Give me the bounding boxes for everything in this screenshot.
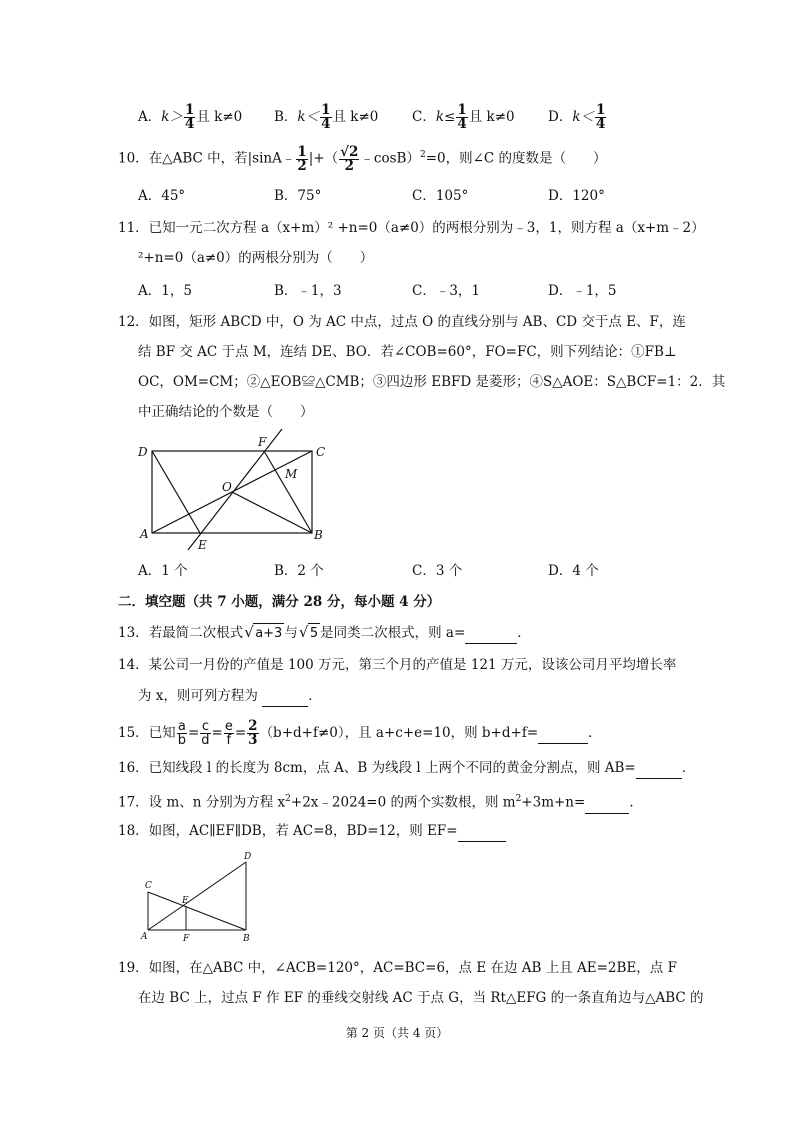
q10-option-d: D．120° bbox=[548, 188, 605, 204]
q12-option-c: C．3 个 bbox=[412, 563, 463, 579]
q14-line-1: 14．某公司一月份的产值是 100 万元，第三个月的产值是 121 万元，设该公司月平均增长率 bbox=[118, 657, 677, 673]
label-a: A bbox=[140, 527, 149, 541]
q19-line-2: 在边 BC 上，过点 F 作 EF 的垂线交射线 AC 于点 G，当 Rt△EFG 的一条直角边与△ABC 的 bbox=[138, 990, 704, 1006]
q11-line-1: 11．已知一元二次方程 a（x+m）² +n=0（a≠0）的两根分别为﹣3，1，则方程 a（x+m﹣2） bbox=[118, 220, 705, 236]
q16-answer-blank[interactable] bbox=[636, 758, 682, 779]
label-d: D bbox=[244, 852, 252, 862]
label-f: F bbox=[258, 435, 267, 449]
q12-figure bbox=[130, 425, 350, 555]
section-heading: 二．填空题（共 7 小题，满分 28 分，每小题 4 分） bbox=[118, 594, 441, 610]
q11-option-b: B．﹣1，3 bbox=[274, 283, 342, 299]
q12-line-2: 结 BF 交 AC 于点 M，连结 DE、BO．若∠COB=60°，FO=FC，则下列结论：①FB⊥ bbox=[138, 344, 677, 360]
q12-line-1: 12．如图，矩形 ABCD 中，O 为 AC 中点，过点 O 的直线分别与 AB、CD 交于点 E、F，连 bbox=[118, 314, 686, 330]
segment-ad bbox=[148, 862, 246, 930]
q9-option-c: C．k≤ $\frac{1}{4}$ 且 k≠0 bbox=[412, 102, 515, 132]
label-c: C bbox=[145, 881, 152, 891]
q14-answer-blank[interactable] bbox=[262, 686, 308, 707]
label-d: D bbox=[138, 445, 148, 459]
label-e: E bbox=[182, 896, 189, 906]
q11-option-c: C．﹣3，1 bbox=[412, 283, 481, 299]
page-footer: 第 2 页（共 4 页） bbox=[345, 1026, 449, 1040]
q12-option-a: A．1 个 bbox=[138, 563, 188, 579]
q19-line-1: 19．如图，在△ABC 中，∠ACB=120°，AC=BC=6，点 E 在边 AB 上且 AE=2BE，点 F bbox=[118, 960, 677, 976]
q12-line-3: OC，OM=CM；②△EOB≌△CMB；③四边形 EBFD 是菱形；④S△AOE：S△BCF=1：2．其 bbox=[138, 374, 726, 390]
q16-stem: 16．已知线段 l 的长度为 8cm，点 A、B 为线段 l 上两个不同的黄金分割点，则 AB= ． bbox=[118, 758, 695, 779]
q10-option-a: A．45° bbox=[138, 188, 186, 204]
label-a: A bbox=[141, 932, 148, 942]
q11-option-d: D．﹣1，5 bbox=[548, 283, 617, 299]
label-b: B bbox=[314, 528, 323, 542]
label-f: F bbox=[183, 934, 190, 944]
label-o: O bbox=[222, 480, 232, 494]
q11-option-a: A．1，5 bbox=[138, 283, 192, 299]
q10-option-c: C．105° bbox=[412, 188, 469, 204]
q9-option-a: A．k＞ $\frac{1}{4}$ 且 k≠0 bbox=[138, 102, 243, 132]
q18-stem: 18．如图，AC∥EF∥DB，若 AC=8，BD=12，则 EF= bbox=[118, 821, 506, 842]
label-c: C bbox=[316, 445, 326, 459]
q12-option-d: D．4 个 bbox=[548, 563, 599, 579]
label-m: M bbox=[285, 467, 298, 481]
q17-answer-blank[interactable] bbox=[585, 793, 629, 814]
q14-line-2: 为 x，则可列方程为 ． bbox=[138, 686, 322, 707]
q13-answer-blank[interactable] bbox=[465, 623, 517, 644]
q9-option-b: B．k＜ $\frac{1}{4}$ 且 k≠0 bbox=[274, 102, 379, 132]
label-b: B bbox=[243, 934, 250, 944]
q12-line-4: 中正确结论的个数是（ ） bbox=[138, 404, 314, 420]
q15-answer-blank[interactable] bbox=[538, 723, 588, 744]
q11-line-2: ²+n=0（a≠0）的两根分别为（ ） bbox=[138, 250, 374, 266]
line-ef bbox=[188, 429, 282, 550]
segment-cb bbox=[148, 892, 246, 930]
q18-figure bbox=[138, 845, 263, 945]
label-e: E bbox=[198, 538, 207, 552]
q10-stem: 10．在△ABC 中，若|sinA﹣ $\frac{1}{2}$ |+（ $\frac{√2}{2}$ ﹣cosB）$^2$=0，则∠C 的度数是（ ） bbox=[118, 143, 607, 174]
q13-stem: 13．若最简二次根式√ a+3 与√ 5 是同类二次根式，则 a= ． bbox=[118, 623, 531, 644]
q18-answer-blank[interactable] bbox=[458, 821, 506, 842]
q12-option-b: B．2 个 bbox=[274, 563, 324, 579]
q9-option-d: D．k＜ $\frac{1}{4}$ bbox=[548, 102, 606, 132]
q15-stem: 15．已知 $\frac{a}{b}$ = $\frac{c}{d}$ = $\frac{e}{f}$ = $\frac{2}{3}$ （b+d+f≠0），且 a+c+e=10，则 b+d+f= ． bbox=[118, 718, 602, 748]
q17-stem: 17．设 m、n 分别为方程 $x^2+2x﹣2024=0$ 的两个实数根，则 $m^2+3m+n=$ ． bbox=[118, 789, 643, 814]
q10-option-b: B．75° bbox=[274, 188, 322, 204]
